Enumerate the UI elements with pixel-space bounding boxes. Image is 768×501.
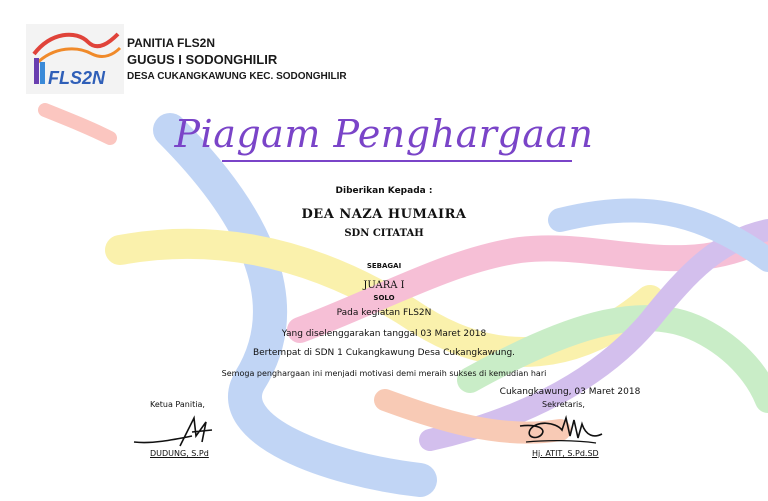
cluster-name: GUGUS I SODONGHILIR: [127, 52, 278, 67]
location-text: Bertempat di SDN 1 Cukangkawung Desa Cukangkawung.: [252, 348, 516, 358]
secretary-signature: [516, 410, 606, 450]
secretary-name: Hj. ATIT, S.Pd.SD: [532, 449, 599, 458]
given-to-label: Diberikan Kepada :: [335, 186, 433, 196]
village-district: DESA CUKANGKAWUNG KEC. SODONGHILIR: [127, 71, 347, 82]
recipient-school: SDN CITATAH: [344, 228, 424, 239]
chair-name: DUDUNG, S.Pd: [150, 449, 209, 458]
chair-role: Ketua Panitia,: [150, 400, 205, 409]
fls2n-logo: [26, 24, 124, 94]
category: SOLO: [373, 294, 395, 302]
event-text: Pada kegiatan FLS2N: [336, 308, 432, 318]
wish-text: Semoga penghargaan ini menjadi motivasi demi meraih sukses di kemudian hari: [221, 369, 547, 378]
title-underline: [222, 160, 572, 162]
held-on-text: Yang diselenggarakan tanggal 03 Maret 2018: [281, 329, 487, 339]
certificate-title: Piagam Penghargaan: [174, 112, 594, 156]
chair-signature: [132, 412, 222, 452]
as-label: SEBAGAI: [366, 262, 402, 270]
secretary-role: Sekretaris,: [542, 400, 585, 409]
logo-text: FLS2N: [48, 68, 106, 88]
committee-name: PANITIA FLS2N: [127, 36, 216, 50]
place-date: Cukangkawung, 03 Maret 2018: [499, 387, 641, 397]
rank: JUARA I: [363, 280, 405, 291]
recipient-name: DEA NAZA HUMAIRA: [301, 207, 467, 222]
